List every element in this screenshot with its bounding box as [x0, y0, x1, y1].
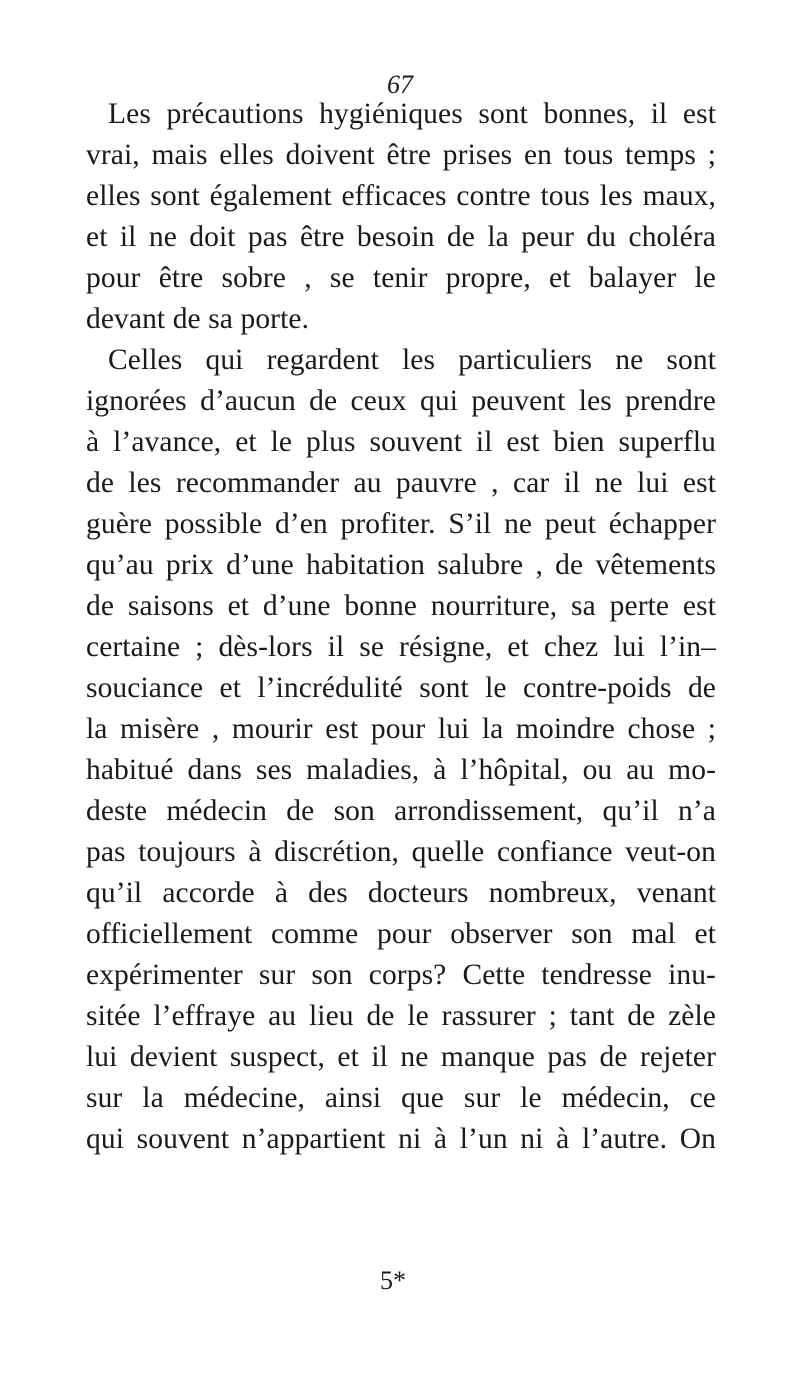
text-line: sur la médecine, ainsi que sur le médecin, ce: [86, 1082, 716, 1114]
text-line: qu’au prix d’une habitation salubre , de vêtements: [86, 549, 716, 581]
text-line: et il ne doit pas être besoin de la peur du choléra: [86, 221, 716, 253]
text-line: pas toujours à discrétion, quelle confiance veut-on: [86, 836, 716, 868]
text-line: guère possible d’en profiter. S’il ne peut échapper: [86, 508, 716, 540]
text-line: deste médecin de son arrondissement, qu’il n’a: [86, 795, 716, 827]
text-line: elles sont également efficaces contre tous les maux,: [86, 180, 716, 212]
text-line: Les précautions hygiéniques sont bonnes, il est: [108, 98, 716, 130]
text-line: ignorées d’aucun de ceux qui peuvent les prendre: [86, 385, 716, 417]
text-line: officiellement comme pour observer son mal et: [86, 918, 716, 950]
text-line: vrai, mais elles doivent être prises en tous temps ;: [86, 139, 716, 171]
text-line: Celles qui regardent les particuliers ne sont: [108, 344, 716, 376]
text-line: expérimenter sur son corps? Cette tendresse inu-: [86, 959, 716, 991]
text-line: sitée l’effraye au lieu de le rassurer ; tant de zèle: [86, 1000, 716, 1032]
text-line: la misère , mourir est pour lui la moindre chose ;: [86, 713, 716, 745]
text-line: souciance et l’incrédulité sont le contre-poids de: [86, 672, 716, 704]
text-line: devant de sa porte.: [86, 303, 310, 335]
text-line: à l’avance, et le plus souvent il est bien superflu: [86, 426, 716, 458]
text-line: habitué dans ses maladies, à l’hôpital, ou au mo-: [86, 754, 716, 786]
page-number: 67: [387, 70, 413, 99]
text-line: pour être sobre , se tenir propre, et balayer le: [86, 262, 716, 294]
text-line: qui souvent n’appartient ni à l’un ni à l’autre. On: [86, 1123, 716, 1155]
text-line: de saisons et d’une bonne nourriture, sa perte est: [86, 590, 716, 622]
text-line: lui devient suspect, et il ne manque pas de rejeter: [86, 1041, 716, 1073]
body-text: [86, 94, 716, 1160]
text-line: qu’il accorde à des docteurs nombreux, venant: [86, 877, 716, 909]
text-line: certaine ; dès-lors il se résigne, et chez lui l’in–: [86, 631, 716, 663]
text-line: de les recommander au pauvre , car il ne lui est: [86, 467, 716, 499]
printer-signature: 5*: [380, 1266, 406, 1295]
